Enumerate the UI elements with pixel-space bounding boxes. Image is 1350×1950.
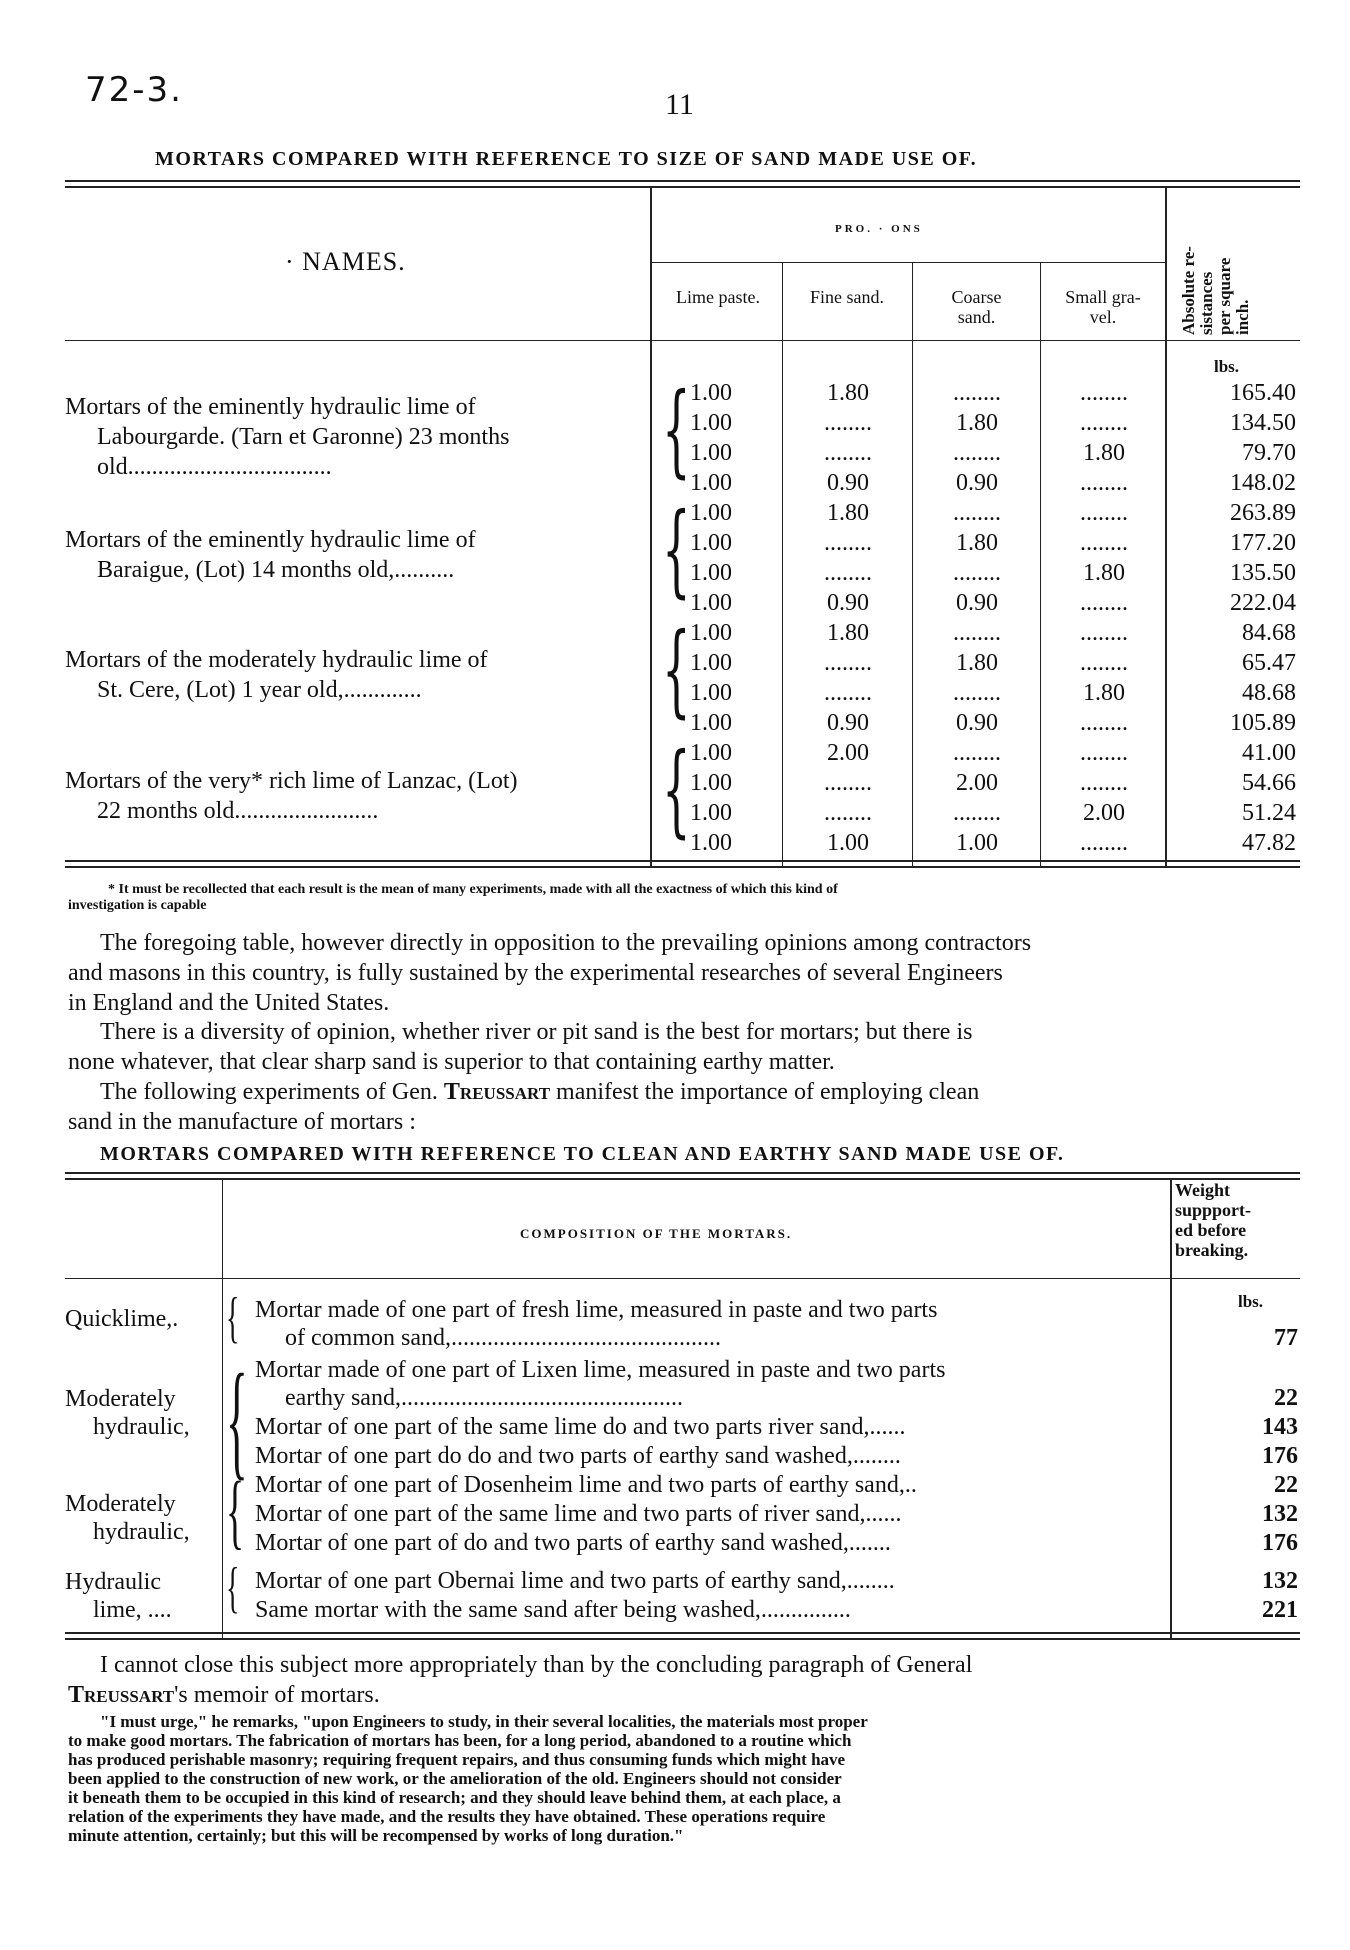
cell-fine-sand: 1.80 <box>827 620 869 646</box>
cell-lime-paste: 1.00 <box>690 740 732 766</box>
t2-value: 22 <box>1274 1472 1298 1498</box>
cell-fine-sand: 1.80 <box>827 380 869 406</box>
t2-value: 221 <box>1262 1597 1298 1623</box>
cell-lime-paste: 1.00 <box>690 680 732 706</box>
cell-absolute-resistance: 79.70 <box>1242 440 1296 466</box>
cell-small-gravel: ........ <box>1080 710 1128 736</box>
cell-fine-sand: 0.90 <box>827 470 869 496</box>
names-header: · NAMES. <box>285 247 406 276</box>
t2-value: 176 <box>1262 1530 1298 1556</box>
cell-lime-paste: 1.00 <box>690 530 732 556</box>
group-lanzac-name: Mortars of the very* rich lime of Lanzac, (Lot) 22 months old........................ <box>65 768 518 824</box>
cell-lime-paste: 1.00 <box>690 710 732 736</box>
col-coarse-sand: Coarse sand. <box>951 287 1002 327</box>
cell-coarse-sand: ........ <box>953 500 1001 526</box>
composition-header: COMPOSITION OF THE MORTARS. <box>520 1226 793 1241</box>
cell-coarse-sand: 0.90 <box>956 470 998 496</box>
cell-lime-paste: 1.00 <box>690 650 732 676</box>
cell-absolute-resistance: 148.02 <box>1230 470 1296 496</box>
cell-fine-sand: 0.90 <box>827 590 869 616</box>
cell-fine-sand: ........ <box>824 680 872 706</box>
cell-coarse-sand: 1.00 <box>956 830 998 856</box>
cell-lime-paste: 1.00 <box>690 500 732 526</box>
cell-fine-sand: 0.90 <box>827 710 869 736</box>
cell-absolute-resistance: 41.00 <box>1242 740 1296 766</box>
t2-value: 22 <box>1274 1385 1298 1411</box>
t2-row-lixen-river: Mortar of one part of the same lime do and two parts river sand,...... <box>255 1414 906 1440</box>
paragraph-following: The following experiments of Gen. Treussart manifest the importance of employing clean sand in the manufacture of mortars : <box>68 1079 980 1135</box>
cell-absolute-resistance: 65.47 <box>1242 650 1296 676</box>
cell-fine-sand: ........ <box>824 770 872 796</box>
col-small-gravel: Small gra- vel. <box>1065 287 1141 327</box>
cell-absolute-resistance: 222.04 <box>1230 590 1296 616</box>
brace: { <box>226 1557 240 1619</box>
label-quicklime: Quicklime,. <box>65 1306 179 1332</box>
cell-absolute-resistance: 47.82 <box>1242 830 1296 856</box>
cell-small-gravel: ........ <box>1080 380 1128 406</box>
cell-small-gravel: ........ <box>1080 770 1128 796</box>
cell-absolute-resistance: 51.24 <box>1242 800 1296 826</box>
cell-lime-paste: 1.00 <box>690 470 732 496</box>
cell-fine-sand: ........ <box>824 530 872 556</box>
cell-small-gravel: ........ <box>1080 740 1128 766</box>
cell-coarse-sand: 2.00 <box>956 770 998 796</box>
cell-absolute-resistance: 48.68 <box>1242 680 1296 706</box>
cell-coarse-sand: 0.90 <box>956 590 998 616</box>
cell-small-gravel: 1.80 <box>1083 440 1125 466</box>
cell-small-gravel: ........ <box>1080 500 1128 526</box>
cell-lime-paste: 1.00 <box>690 770 732 796</box>
cell-small-gravel: 2.00 <box>1083 800 1125 826</box>
cell-coarse-sand: 0.90 <box>956 710 998 736</box>
cell-coarse-sand: ........ <box>953 740 1001 766</box>
t2-row-dosenheim-washed: Mortar of one part of do and two parts of earthy sand washed,....... <box>255 1530 891 1556</box>
brace: { <box>226 1348 248 1492</box>
cell-fine-sand: ........ <box>824 800 872 826</box>
group-labourgarde-name: Mortars of the eminently hydraulic lime of Labourgarde. (Tarn et Garonne) 23 months old.................................. <box>65 394 510 480</box>
col-lime-paste: Lime paste. <box>676 287 760 307</box>
page-number: 11 <box>665 88 694 121</box>
cell-fine-sand: 1.00 <box>827 830 869 856</box>
cell-absolute-resistance: 177.20 <box>1230 530 1296 556</box>
t2-row-dosenheim: Mortar of one part of Dosenheim lime and two parts of earthy sand,.. <box>255 1472 917 1498</box>
cell-lime-paste: 1.00 <box>690 590 732 616</box>
cell-coarse-sand: ........ <box>953 380 1001 406</box>
label-moderately-hydraulic-2: Moderately hydraulic, <box>65 1491 190 1545</box>
cell-lime-paste: 1.00 <box>690 440 732 466</box>
t2-row-obernai-washed: Same mortar with the same sand after being washed,............... <box>255 1597 851 1623</box>
label-moderately-hydraulic-1: Moderately hydraulic, <box>65 1386 190 1440</box>
table1-footnote: * It must be recollected that each result is the mean of many experiments, made with all the exactness of which this kind of investigation is capable <box>68 882 838 913</box>
col-fine-sand: Fine sand. <box>810 287 884 307</box>
table2-title: MORTARS COMPARED WITH REFERENCE TO CLEAN AND EARTHY SAND MADE USE OF. <box>100 1143 1065 1165</box>
cell-coarse-sand: ........ <box>953 800 1001 826</box>
cell-absolute-resistance: 263.89 <box>1230 500 1296 526</box>
cell-absolute-resistance: 134.50 <box>1230 410 1296 436</box>
cell-small-gravel: ........ <box>1080 470 1128 496</box>
cell-coarse-sand: 1.80 <box>956 650 998 676</box>
closing-paragraph: I cannot close this subject more appropriately than by the concluding paragraph of General Treussart's memoir of mortars. <box>68 1652 973 1708</box>
cell-small-gravel: ........ <box>1080 620 1128 646</box>
cell-small-gravel: ........ <box>1080 590 1128 616</box>
cell-fine-sand: ........ <box>824 440 872 466</box>
cell-small-gravel: ........ <box>1080 830 1128 856</box>
t2-unit-lbs: lbs. <box>1238 1292 1264 1311</box>
cell-fine-sand: 1.80 <box>827 500 869 526</box>
unit-lbs: lbs. <box>1214 357 1240 376</box>
brace: { <box>662 611 691 728</box>
cell-absolute-resistance: 165.40 <box>1230 380 1296 406</box>
t2-value: 132 <box>1262 1501 1298 1527</box>
absolute-resistance-header: Absolute re- sistances per square inch. <box>1179 246 1252 335</box>
proportions-header: PRO. · ONS <box>835 223 923 235</box>
cell-coarse-sand: ........ <box>953 560 1001 586</box>
cell-absolute-resistance: 105.89 <box>1230 710 1296 736</box>
group-st-cere-name: Mortars of the moderately hydraulic lime of St. Cere, (Lot) 1 year old,............. <box>65 647 488 703</box>
cell-small-gravel: 1.80 <box>1083 560 1125 586</box>
group-baraigue-name: Mortars of the eminently hydraulic lime of Baraigue, (Lot) 14 months old,.......... <box>65 527 476 583</box>
cell-absolute-resistance: 135.50 <box>1230 560 1296 586</box>
t2-value: 176 <box>1262 1443 1298 1469</box>
t2-row-lixen-washed: Mortar of one part do do and two parts of earthy sand washed,........ <box>255 1443 901 1469</box>
cell-fine-sand: 2.00 <box>827 740 869 766</box>
cell-lime-paste: 1.00 <box>690 560 732 586</box>
brace: { <box>226 1465 245 1558</box>
handwritten-mark: 72-3. <box>85 70 183 110</box>
cell-coarse-sand: 1.80 <box>956 410 998 436</box>
table1-title: MORTARS COMPARED WITH REFERENCE TO SIZE OF SAND MADE USE OF. <box>155 148 978 170</box>
t2-value: 132 <box>1262 1568 1298 1594</box>
cell-lime-paste: 1.00 <box>690 380 732 406</box>
cell-small-gravel: 1.80 <box>1083 680 1125 706</box>
label-hydraulic-lime: Hydraulic lime, .... <box>65 1569 172 1623</box>
brace: { <box>226 1287 240 1349</box>
weight-header: Weight suppport- ed before breaking. <box>1175 1180 1252 1260</box>
cell-lime-paste: 1.00 <box>690 830 732 856</box>
cell-coarse-sand: ........ <box>953 440 1001 466</box>
cell-fine-sand: ........ <box>824 410 872 436</box>
paragraph-diversity: There is a diversity of opinion, whether river or pit sand is the best for mortars; but there is none whatever, that clear sharp sand is superior to that containing earthy matter. <box>68 1019 973 1075</box>
cell-lime-paste: 1.00 <box>690 410 732 436</box>
paragraph-foregoing: The foregoing table, however directly in opposition to the prevailing opinions among contractors and masons in this country, is fully sustained by the experimental researches of several Engineers in England and the United States. <box>68 930 1032 1016</box>
brace: { <box>662 731 691 848</box>
cell-coarse-sand: ........ <box>953 620 1001 646</box>
cell-absolute-resistance: 84.68 <box>1242 620 1296 646</box>
t2-row-quicklime: Mortar made of one part of fresh lime, measured in paste and two parts of common sand,............................................. <box>255 1297 938 1351</box>
cell-lime-paste: 1.00 <box>690 800 732 826</box>
closing-quote: "I must urge," he remarks, "upon Engineers to study, in their several localities, the materials most proper to make good mortars. The fabrication of mortars has been, for a long period, abandoned to a routine which has produced perishable masonry; requiring frequent repairs, and thus consuming funds which might have been applied to the construction of new work, or the amelioration of the old. Engineers should not consider it beneath them to be occupied in this kind of research; and they should leave behind them, at each place, a relation of the experiments they have made, and the results they have obtained. These operations require minute attention, certainly; but this will be recompensed by works of long duration." <box>68 1712 868 1845</box>
cell-small-gravel: ........ <box>1080 410 1128 436</box>
cell-coarse-sand: 1.80 <box>956 530 998 556</box>
t2-value: 77 <box>1274 1325 1298 1351</box>
cell-coarse-sand: ........ <box>953 680 1001 706</box>
brace: { <box>662 371 691 488</box>
cell-fine-sand: ........ <box>824 650 872 676</box>
cell-small-gravel: ........ <box>1080 530 1128 556</box>
brace: { <box>662 491 691 608</box>
cell-fine-sand: ........ <box>824 560 872 586</box>
cell-lime-paste: 1.00 <box>690 620 732 646</box>
t2-row-dosenheim-river: Mortar of one part of the same lime and two parts of river sand,...... <box>255 1501 902 1527</box>
t2-row-lixen: Mortar made of one part of Lixen lime, measured in paste and two parts earthy sand,............................................... <box>255 1357 946 1411</box>
cell-absolute-resistance: 54.66 <box>1242 770 1296 796</box>
t2-row-obernai: Mortar of one part Obernai lime and two parts of earthy sand,........ <box>255 1568 895 1594</box>
cell-small-gravel: ........ <box>1080 650 1128 676</box>
t2-value: 143 <box>1262 1414 1298 1440</box>
